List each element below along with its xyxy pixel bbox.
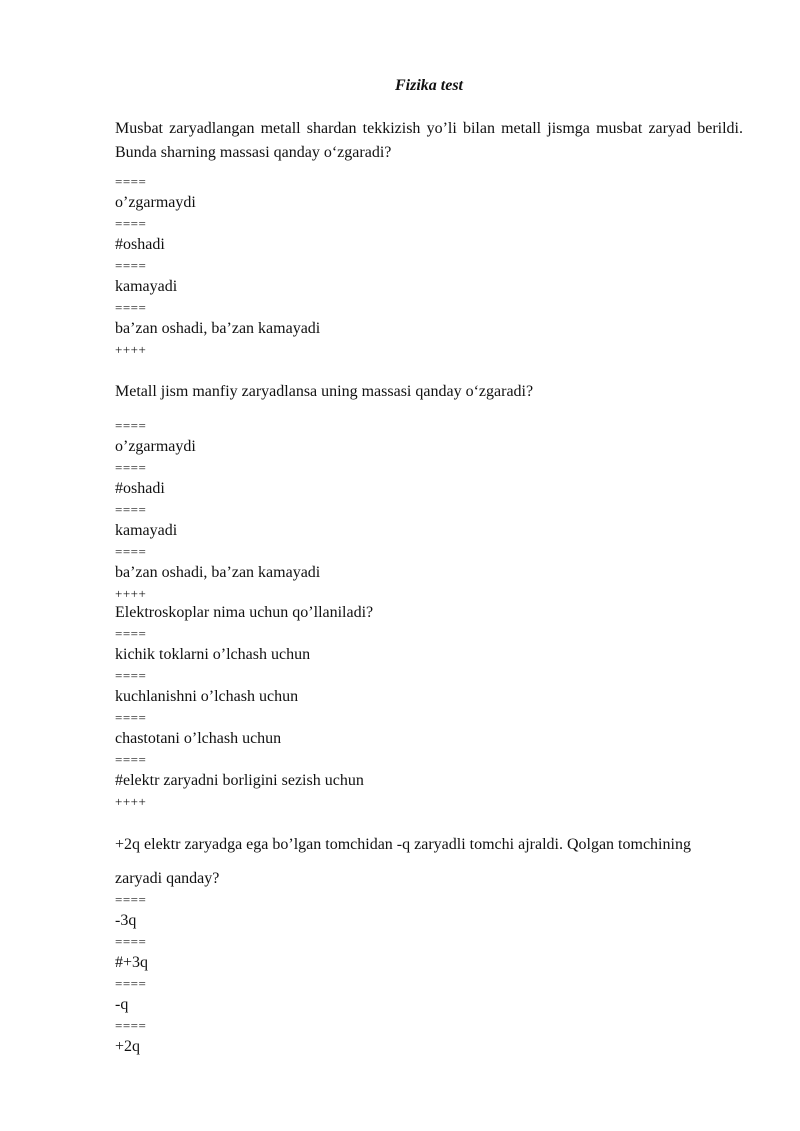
end-marker: ++++ <box>115 586 147 601</box>
option-4: #elektr zaryadni borligini sezish uchun <box>115 772 364 789</box>
option-1: o’zgarmaydi <box>115 194 196 211</box>
option-2: #oshadi <box>115 480 165 497</box>
option-1: -3q <box>115 912 137 929</box>
separator: ==== <box>115 418 147 433</box>
separator: ==== <box>115 710 147 725</box>
question-4-answers <box>115 889 743 1057</box>
separator: ==== <box>115 216 147 231</box>
question-3-text: Elektroskoplar nima uchun qo’llaniladi? <box>115 604 374 621</box>
option-4: ba’zan oshadi, ba’zan kamayadi <box>115 564 321 581</box>
end-marker: ++++ <box>115 342 147 357</box>
option-3: -q <box>115 996 129 1013</box>
separator: ==== <box>115 976 147 991</box>
option-2: #+3q <box>115 954 149 971</box>
document-title: Fizika test <box>394 77 463 94</box>
option-3: kamayadi <box>115 522 178 539</box>
option-3: kamayadi <box>115 278 178 295</box>
separator: ==== <box>115 1018 147 1033</box>
option-4: +2q <box>115 1038 141 1055</box>
separator: ==== <box>115 300 147 315</box>
separator: ==== <box>115 460 147 475</box>
separator: ==== <box>115 544 147 559</box>
separator: ==== <box>115 934 147 949</box>
option-2: #oshadi <box>115 236 165 253</box>
question-3 <box>115 602 743 812</box>
end-marker: ++++ <box>115 794 147 809</box>
option-4: ba’zan oshadi, ba’zan kamayadi <box>115 320 321 337</box>
option-1: o’zgarmaydi <box>115 438 196 455</box>
separator: ==== <box>115 174 147 189</box>
question-1-text: Musbat zaryadlangan metall shardan tekkizish yo’li bilan metall jismga musbat zaryad berildi. Bunda sharning massasi qanday o‘zgaradi? <box>115 120 743 161</box>
separator: ==== <box>115 502 147 517</box>
option-3: chastotani o’lchash uchun <box>115 730 282 747</box>
separator: ==== <box>115 668 147 683</box>
question-1-answers <box>115 171 743 360</box>
separator: ==== <box>115 626 147 641</box>
question-4-text-line-1: +2q elektr zaryadga ega bo’lgan tomchidan -q zaryadli tomchi ajraldi. Qolgan tomchining <box>115 836 691 853</box>
question-2-answers <box>115 415 743 604</box>
separator: ==== <box>115 752 147 767</box>
separator: ==== <box>115 258 147 273</box>
option-1: kichik toklarni o’lchash uchun <box>115 646 311 663</box>
question-2-text: Metall jism manfiy zaryadlansa uning massasi qanday o‘zgaradi? <box>115 383 534 400</box>
separator: ==== <box>115 892 147 907</box>
question-4-text-line-2: zaryadi qanday? <box>115 870 220 887</box>
option-2: kuchlanishni o’lchash uchun <box>115 688 299 705</box>
